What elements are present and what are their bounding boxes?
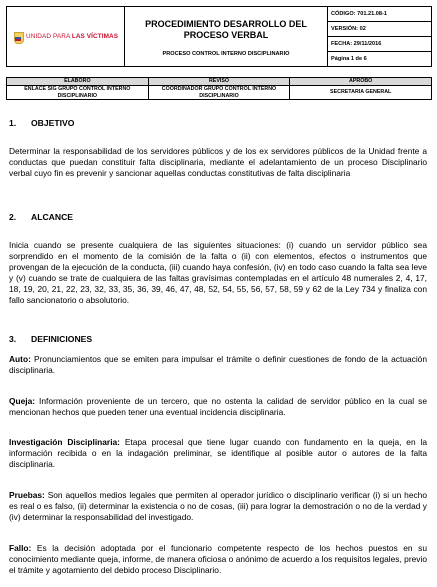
title-line-2: PROCESO VERBAL (183, 29, 269, 40)
definition-term: Queja: (9, 396, 36, 406)
page-number: Página 1 de 6 (328, 52, 432, 67)
value-elaboro: ENLACE SIG GRUPO CONTROL INTERNO DISCIPLINARIO (7, 86, 149, 100)
definition-text: Son aquellos medios legales que permiten al operador jurídico o disciplinario verificar (i) si un hecho es real o es falso, (ii) determinar la existencia o no de cosas, (iii) para lograr la demostración o no de la verdad y (iv) determinar la responsabilidad del investigado. (9, 490, 427, 522)
definition-term: Pruebas: (9, 490, 45, 500)
section-heading-alcance: 2. ALCANCE (9, 212, 74, 222)
section-heading-objetivo: 1. OBJETIVO (9, 118, 75, 128)
date-field: FECHA: 29/11/2016 (328, 37, 432, 52)
alcance-text: Inicia cuando se presente cualquiera de las siguientes situaciones: (i) cuando un servidor público sea sorprendido en el momento de la comisión de la falta o (ii) con elementos, efectos o instrumentos que provengan de la ejecución de la conducta, (iii) cuando haya confesión, (iv) en todo caso cuando la falta sea leve y (v) cuando se trate de cualquiera de las faltas gravísimas contempladas en el artículo 48 numerales 2, 4, 17, 18, 19, 20, 21, 22, 23, 32, 33, 35, 36, 39, 46, 47, 48, 52, 54, 55, 56, 57, 58, 59 y 62 de la Ley 734 y finaliza con fallo sancionatorio o absolutorio. (9, 240, 427, 305)
objetivo-text: Determinar la responsabilidad de los servidores públicos y de los ex servidores públicos de la Unidad frente a conductas que puedan constituir falta disciplinaria, mediante el adelantamiento de un proceso Disciplinario verbal cuyo fin es prevenir y sancionar aquellas conductas constitutivas de falta disciplinaria (9, 146, 427, 178)
definition-text: Etapa procesal que tiene lugar cuando con fundamento en la queja, en la información recibida o en la indagación preliminar, se identifique al posible autor o autores de la falta disciplinaria. (9, 437, 427, 469)
title-cell (125, 7, 328, 67)
coat-of-arms-icon (13, 30, 23, 44)
version-field: VERSIÓN: 02 (328, 22, 432, 37)
signature-table (6, 77, 432, 100)
document-header (6, 6, 432, 67)
header-elaboro: ELABORÓ (7, 78, 149, 86)
code-field: CÓDIGO: 701.21.08-1 (328, 7, 432, 22)
definition-text: Pronunciamientos que se emiten para impulsar el trámite o definir cuestiones de fondo de la actuación disciplinaria. (9, 354, 427, 375)
definition-item (9, 543, 427, 576)
definition-term: Investigación Disciplinaria: (9, 437, 120, 447)
definition-item (9, 490, 427, 523)
value-reviso: COORDINADOR GRUPO CONTROL INTERNO DISCIPLINARIO (148, 86, 290, 100)
definition-item (9, 396, 427, 418)
definition-text: Es la decisión adoptada por el funcionario competente respecto de los hechos puestos en su conocimiento mediante queja, informe, de manera oficiosa o anónimo de acuerdo a los requisitos legales, previo el trámite y agotamiento del debido proceso Disciplinario. (9, 543, 427, 575)
definition-item (9, 437, 427, 470)
definition-term: Auto: (9, 354, 31, 364)
logo-text-b: LAS VÍCTIMAS (71, 33, 119, 40)
process-subtitle: PROCESO CONTROL INTERNO DISCIPLINARIO (162, 50, 290, 57)
document-title (127, 19, 325, 41)
logo-cell (7, 7, 125, 67)
header-aprobo: APROBÓ (290, 78, 432, 86)
value-aprobo: SECRETARIA GENERAL (290, 86, 432, 100)
logo-text-a: UNIDAD PARA (26, 33, 72, 40)
header-reviso: REVISÓ (148, 78, 290, 86)
definition-item (9, 354, 427, 376)
title-line-1: PROCEDIMIENTO DESARROLLO DEL (145, 18, 307, 29)
unidad-victimas-logo (9, 30, 122, 44)
definition-term: Fallo: (9, 543, 32, 553)
section-heading-definiciones: 3. DEFINICIONES (9, 334, 93, 344)
definition-text: Información proveniente de un tercero, que no ostenta la calidad de servidor público en la cual se mencionan hechos que pueden tener una eventual incidencia disciplinaria. (9, 396, 427, 417)
